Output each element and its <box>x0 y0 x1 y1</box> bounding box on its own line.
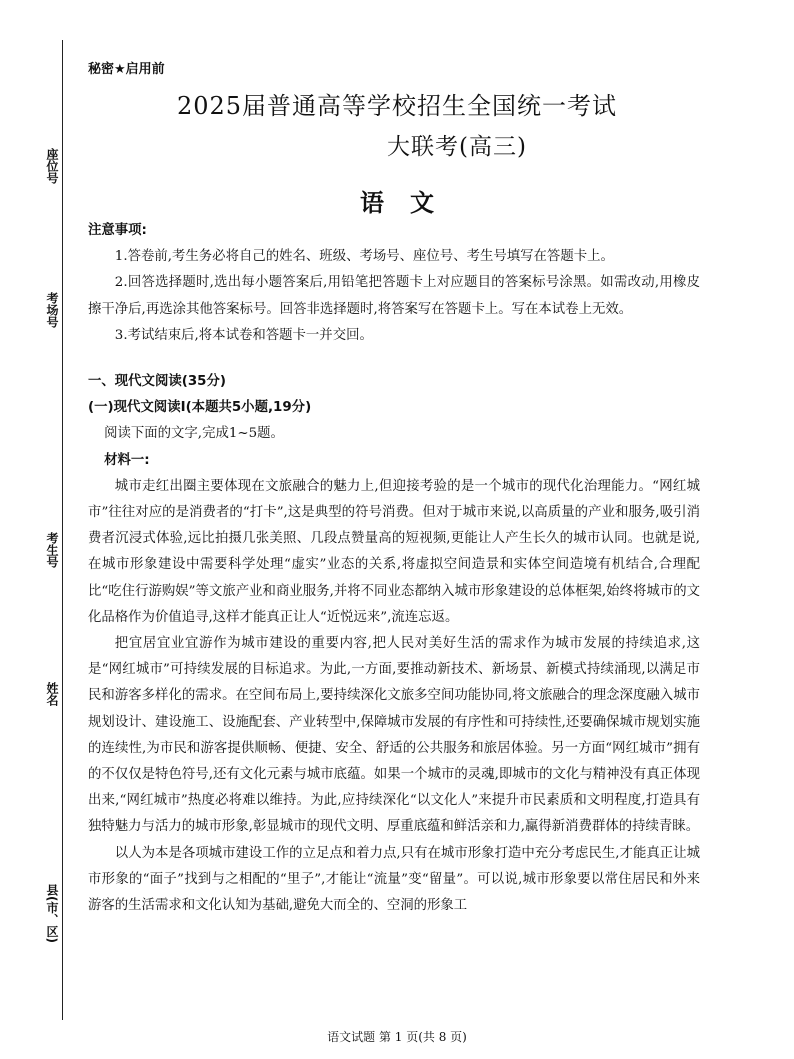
confidential-mark: 秘密★启用前 <box>88 62 165 77</box>
exam-subtitle: 大联考(高三) <box>387 134 527 160</box>
paragraph: 把宜居宜业宜游作为城市建设的重要内容,把人民对美好生活的需求作为城市发展的持续追求,这是“网红城市”可持续发展的目标追求。为此,一方面,要推动新技术、新场景、新模式持续涌现,以满足市民和游客多样化的需求。在空间布局上,要持续深化文旅多空间功能协同,将文旅融合的理念深度融入城市规划设计、建设施工、设施配套、产业转型中,保障城市发展的有序性和可持续性,还要确保城市规划实施的连续性,为市民和游客提供顺畅、便捷、安全、舒适的公共服务和旅居体验。另一方面“网红城市”拥有的不仅仅是特色符号,还有文化元素与城市底蕴。如果一个城市的灵魂,即城市的文化与精神没有真正体现出来,“网红城市”热度必将难以维持。为此,应持续深化“以文化人”来提升市民素质和文明程度,打造具有独特魅力与活力的城市形象,彰显城市的现代文明、厚重底蕴和鲜活亲和力,赢得新消费群体的持续青睐。 <box>88 636 700 835</box>
material-label: 材料一: <box>104 452 150 468</box>
spacer <box>88 349 700 369</box>
notice-heading: 注意事项: <box>88 223 147 238</box>
exam-room-label: 考场号 <box>45 292 59 328</box>
paragraph: 以人为本是各项城市建设工作的立足点和着力点,只有在城市形象打造中充分考虑民生,才能真正让城市形象的“面子”找到与之相配的“里子”,才能让“流量”变“留量”。可以说,城市形象要以常住居民和外来游客的生活需求和文化认知为基础,避免大而全的、空洞的形象工 <box>88 845 700 914</box>
county-label: 县(市、区) <box>45 884 59 943</box>
notice-item: 1.答卷前,考生务必将自己的姓名、班级、考场号、座位号、考生号填写在答题卡上。 <box>114 249 614 265</box>
notice-item: 3.考试结束后,将本试卷和答题卡一并交回。 <box>114 327 373 343</box>
seat-number-label: 座位号 <box>45 148 59 184</box>
notice-item: 2.回答选择题时,选出每小题答案后,用铅笔把答题卡上对应题目的答案标号涂黑。如需改动,用橡皮擦干净后,再选涂其他答案标号。回答非选择题时,将答案写在答题卡上。写在本试卷上无效。 <box>88 275 700 317</box>
page-footer: 语文试题 第 1 页(共 8 页) <box>327 1030 467 1044</box>
section-heading: 一、现代文阅读(35分) <box>88 374 226 390</box>
paragraph: 城市走红出圈主要体现在文旅融合的魅力上,但迎接考验的是一个城市的现代化治理能力。“网红城市”往往对应的是消费者的“打卡”,这是典型的符号消费。但对于城市来说,以高质量的产业和服务,吸引消费者沉浸式体验,远比拍摄几张美照、几段点赞量高的短视频,更能让人产生长久的城市认同。也就是说,在城市形象建设中需要科学处理“虚实”业态的关系,将虚拟空间造景和实体空间造境有机结合,合理配比“吃住行游购娱”等文旅产业和商业服务,并将不同业态都纳入城市形象建设的总体框架,始终将城市的文化品格作为价值追寻,这样才能真正让人“近悦远来”,流连忘返。 <box>88 478 700 625</box>
subject-title: 语文 <box>360 189 460 217</box>
sub-section-heading: (一)现代文阅读Ⅰ(本题共5小题,19分) <box>88 400 312 416</box>
name-label: 姓名 <box>45 682 59 706</box>
exam-content <box>88 218 700 919</box>
instruction: 阅读下面的文字,完成1~5题。 <box>104 426 284 442</box>
exam-title: 2025届普通高等学校招生全国统一考试 <box>176 92 618 120</box>
candidate-number-label: 考生号 <box>45 532 59 568</box>
